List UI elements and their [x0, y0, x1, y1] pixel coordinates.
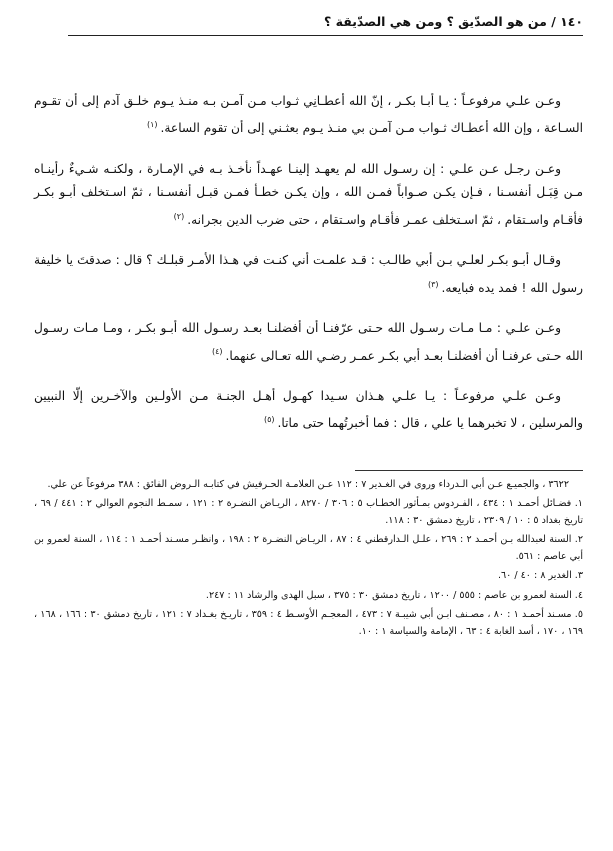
paragraph-2	[34, 158, 583, 232]
paragraph-3-text: وقـال أبـو بكـر لعلـي بـن أبي طالـب : قـد علمـت أني كنـت في هـذا الأمـر قبلـك ؟ قال : صدقتَ يا خليفة رسول الله ! فمد يده فبايعه.	[34, 253, 583, 295]
footnote-mark-5: (٥)	[264, 415, 275, 425]
footnote-mark-3: (٣)	[427, 279, 439, 289]
paragraph-2-text: وعـن رجـل عـن علـي : إن رسـول الله لم يعهـد إلينـا عهـداً نأخـذ بـه في الإمـارة ، ولكنـه شـيءٌ رأينـاه مـن قِبَـل أنفسـنا ، فـإن يكـن صـواباً فمـن الله ، وإن يكـن خطـأ فمـن قبـل أنفسـنا ، ثمّ اسـتخلف أبـو بكـر فأقـام واسـتقام ، ثمّ اسـتخلف عمـر فأقـام واسـتقام ، حتى ضرب الدين بجرانه.	[34, 161, 583, 227]
paragraph-4	[34, 317, 583, 368]
footnotes	[30, 477, 583, 641]
paragraph-5	[34, 385, 583, 436]
running-header	[68, 14, 583, 36]
footnote-2: ٢. السنة لعبدالله بـن أحمـد ٢ : ٢٦٩ ، علـل الـدارقطني ٤ : ٨٧ ، الريـاض النضـرة ٢ : ١٩٨ ، وانظـر مسـند أحمـد ١ : ١١٤ ، السنة لعمرو بن أبي عاصم : ٥٦١.	[34, 534, 583, 562]
footnote-continued	[34, 477, 583, 494]
paragraph-4-text: وعـن علـي : مـا مـات رسـول الله حـتى عرّفنـا أن أفضلنـا بعـد رسـول الله أبـو بكـر ، ومـا مـات رسـول الله حـتى عرفنـا أن أفضلنـا بعـد أبي بكـر عمـر رضـي الله تعـالى عنهما.	[34, 321, 583, 363]
footnote-5: ٥. مسـند أحمـد ١ : ٨٠ ، مصـنف ابـن أبي شيبـة ٧ : ٤٧٣ ، المعجـم الأوسـط ٤ : ٣٥٩ ، تاريـخ بغـداد ٧ : ١٢١ ، تاريخ دمشق ٣٠ : ١٦٦ ، ١٦٨ ، ١٦٩ ، ١٧٠ ، أسد الغابة ٤ : ٦٣ ، الإمامة والسياسة ١ : ١٠.	[34, 609, 583, 637]
paragraph-3	[34, 249, 583, 300]
paragraph-1-text: وعـن علـي مرفوعـاً : يـا أبـا بكـر ، إنّ الله أعطـانِي ثـواب مـن آمـن بـه منـذ يـوم خلـق آدم إلى أن تقـوم السـاعة ، وإن الله أعطـاك ثـواب مـن آمـن بي منـذ يـوم بعثـني إلى أن تقوم الساعة.	[34, 94, 583, 136]
footnote-1: ١. فضـائل أحمـد ١ : ٤٣٤ ، الفـردوس بمـأثور الخطـاب ٥ : ٣٠٦ / ٨٢٧٠ ، الريـاض النضـرة ٢ : ١٢١ ، سمـط النجوم العوالي ٢ : ٤٤١ / ٦٩ ، تاريخ بغداد ٥ : ١٠ / ٢٣٠٩ ، تاريخ دمشق ٣٠ : ١١٨.	[34, 498, 583, 526]
main-text	[30, 90, 583, 436]
footnote-mark-2: (٢)	[173, 211, 185, 221]
paragraph-5-text: وعـن علـي مرفوعـاً : يـا علـي هـذان سـيدا كهـول أهـل الجنـة مـن الأولـين والآخـرين إلّا النبيين والمرسلين ، لا تخبرهما يا علي ، قال : فما أخبرتُهما حتى ماتا.	[34, 388, 583, 431]
footnote-3: ٣. الغدير ٨ : ٤٠ / ٦٠.	[497, 570, 583, 582]
page-title: ١٤٠ / من هو الصدّيق ؟ ومن هي الصدّيقة ؟	[324, 14, 583, 29]
paragraph-1	[34, 90, 583, 141]
footnote-4: ٤. السنة لعمرو بن عاصم : ٥٥٥ / ١٢٠٠ ، تاريخ دمشق ٣٠ : ٣٧٥ ، سبل الهدى والرشاد ١١ : ٢٤٧.	[205, 589, 583, 601]
footnote-mark-1: (١)	[146, 120, 158, 130]
footnote-mark-4: (٤)	[211, 347, 223, 357]
footnote-continued-text: ٣٦٢٢ ، والجميـع عـن أبي الـدرداء وروى في الغـدير ٧ : ١١٢ عـن العلامـة الحـرفيش في كتابـه الـروض الفائق : ٣٨٨ مرفوعاً عن علي.	[47, 478, 569, 490]
footnote-separator	[355, 470, 583, 471]
